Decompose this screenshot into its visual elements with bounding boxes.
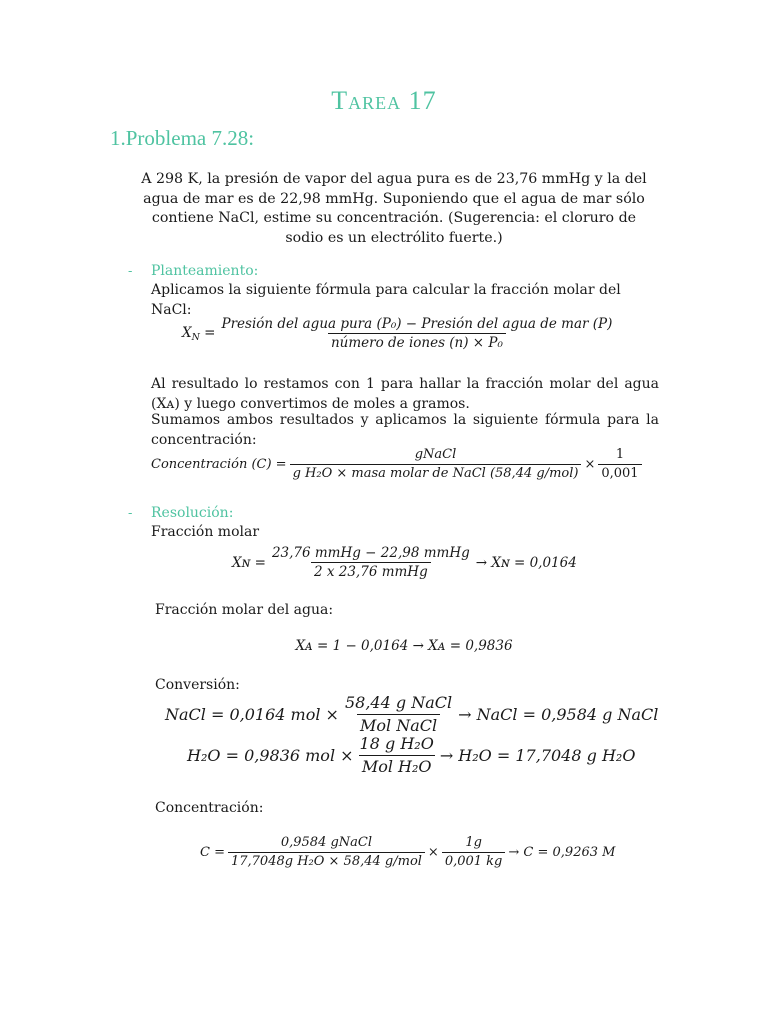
problem-statement: A 298 K, la presión de vapor del agua pura es de 23,76 mmHg y la del agua de mar es de 22,98 mmHg. Suponiendo que el agua de mar sólo contiene NaCl, estime su concentración. (Sugerencia: el cloruro de sodio es un electrólito fuerte.) [141,171,647,246]
planteamiento-para-2: Sumamos ambos resultados y aplicamos la siguiente fórmula para la concentración: [151,412,659,448]
formula-xa: Xᴀ = 1 − 0,0164 → Xᴀ = 0,9836 [295,638,513,654]
formula-fraccion-molar [182,315,618,352]
nacl-lhs: NaCl = 0,0164 mol × [165,705,339,724]
conc-denominator-2: 0,001 [598,464,641,483]
fraccion-agua-label: Fracción molar del agua: [155,602,334,618]
nacl-result: → NaCl = 0,9584 g NaCl [458,705,659,724]
page-title: Tarea 17 [331,86,437,115]
concentracion-label: Concentración: [155,800,264,816]
c-numerator: 0,9584 gNaCl [280,835,373,850]
xn-numerator: 23,76 mmHg − 22,98 mmHg [271,545,470,561]
formula-nacl-conversion [165,692,658,737]
planteamiento-intro: Aplicamos la siguiente fórmula para calcular la fracción molar del NaCl: [151,282,621,318]
conc-numerator-2: 1 [615,447,625,462]
c-numerator-2: 1g [465,835,482,850]
section-heading [110,126,254,151]
section-number: 1. [110,126,126,150]
xn-result: → Xɴ = 0,0164 [475,554,577,571]
nacl-denominator: Mol NaCl [357,714,440,737]
conc-lhs: Concentración (C) = [151,457,287,472]
c-times: × [427,845,439,860]
resolucion-label: Resolución: [151,505,234,521]
conversion-label: Conversión: [155,677,240,693]
c-lhs: C = [200,845,225,860]
planteamiento-para-1: Al resultado lo restamos con 1 para hallar la fracción molar del agua (Xᴀ) y luego convertimos de moles a gramos. [151,376,659,412]
xn-lhs: Xɴ = [232,554,266,571]
formula-denominator: número de iones (n) × P₀ [328,333,506,352]
c-result: → C = 0,9263 M [508,845,616,860]
fraccion-molar-label: Fracción molar [151,524,260,540]
formula-h2o-conversion [187,733,635,778]
xn-denominator: 2 x 23,76 mmHg [311,562,431,581]
formula-lhs: $X_N$ = [182,324,216,343]
formula-xn [232,544,577,581]
c-denominator-2: 0,001 kg [442,852,506,871]
h2o-denominator: Mol H₂O [359,755,435,778]
conc-numerator: gNaCl [414,447,457,462]
h2o-lhs: H₂O = 0,9836 mol × [187,746,354,765]
conc-times: × [584,457,596,472]
formula-numerator: Presión del agua pura (P₀) − Presión del agua de mar (P) [221,316,613,332]
formula-concentracion [151,446,645,483]
planteamiento-label: Planteamiento: [151,263,259,279]
c-denominator: 17,7048g H₂O × 58,44 g/mol [228,852,425,871]
h2o-result: → H₂O = 17,7048 g H₂O [439,746,636,765]
h2o-numerator: 18 g H₂O [359,734,434,753]
conc-denominator: g H₂O × masa molar de NaCl (58,44 g/mol) [290,464,582,483]
bullet-dash-resolucion: - [128,506,133,521]
formula-concentracion-final [200,834,615,871]
nacl-numerator: 58,44 g NaCl [344,693,453,712]
section-title: Problema 7.28: [125,126,255,150]
bullet-dash-planteamiento: - [128,264,133,279]
